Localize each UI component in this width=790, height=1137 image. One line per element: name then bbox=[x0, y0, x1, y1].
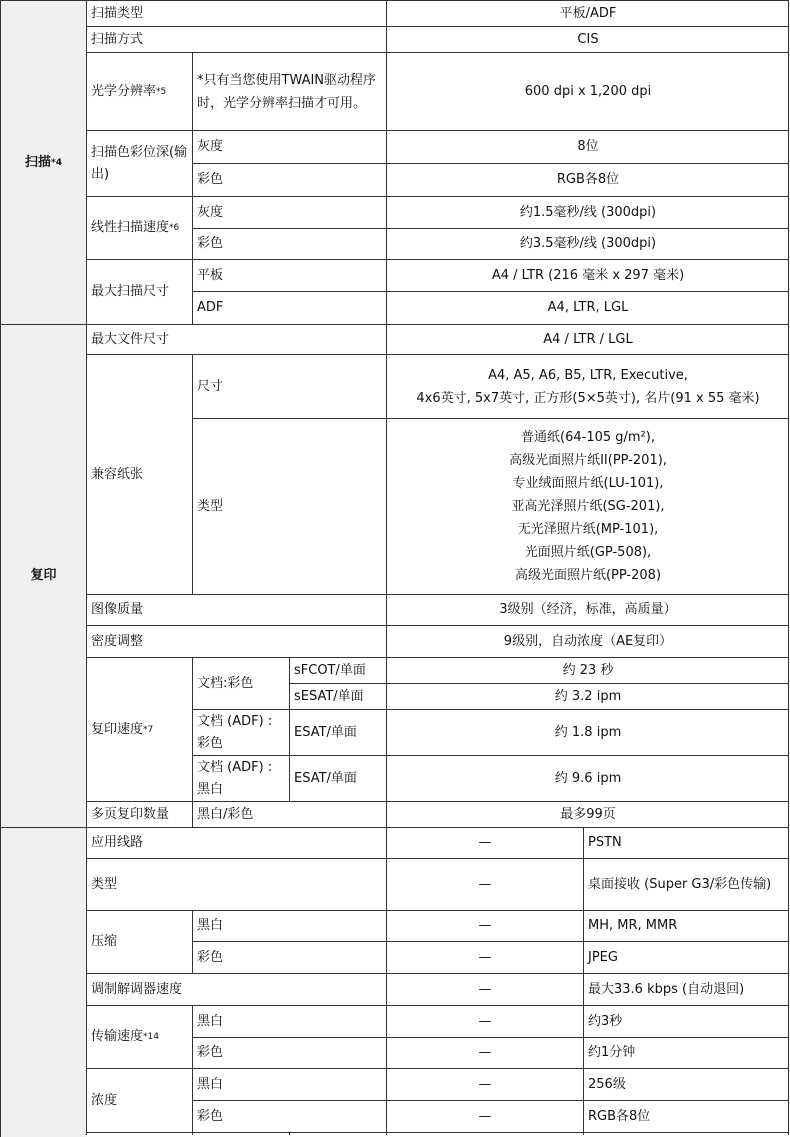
paper-size-value bbox=[386, 354, 789, 418]
scan-speed-gray-value: 约1.5毫秒/线 (300dpi) bbox=[386, 196, 789, 228]
fax-density-bw-dash: — bbox=[386, 1068, 583, 1100]
tx-speed-bw-dash: — bbox=[386, 1005, 583, 1037]
paper-size-label: 尺寸 bbox=[192, 354, 386, 418]
optical-resolution-note: *只有当您使用TWAIN驱动程序时，光学分辨率扫描才可用。 bbox=[192, 52, 386, 130]
fax-density-bw-value: 256级 bbox=[583, 1068, 789, 1100]
tx-speed-color-value: 约1分钟 bbox=[583, 1037, 789, 1068]
sfcot-label: sFCOT/单面 bbox=[289, 657, 386, 683]
adf-bw-value: 约 9.6 ipm bbox=[386, 755, 789, 801]
copy-speed-label: 复印速度 *7 bbox=[86, 657, 192, 801]
adf-color-value: 约 1.8 ipm bbox=[386, 709, 789, 755]
scan-speed-gray-label: 灰度 bbox=[192, 196, 386, 228]
optical-resolution-value: 600 dpi x 1,200 dpi bbox=[386, 52, 789, 130]
max-scan-size-label: 最大扫描尺寸 bbox=[86, 259, 192, 324]
fax-type-dash: — bbox=[386, 858, 583, 910]
tx-speed-label: 传输速度 *14 bbox=[86, 1005, 192, 1068]
max-document-size-label: 最大文件尺寸 bbox=[86, 324, 386, 354]
paper-type-item: 高级光面照片纸(PP-208) bbox=[514, 568, 662, 583]
paper-type-item: 普通纸(64-105 g/m²), bbox=[521, 430, 655, 445]
fax-compression-label: 压缩 bbox=[86, 910, 192, 973]
scan-speed-label: 线性扫描速度 *6 bbox=[86, 196, 192, 259]
modem-speed-value: 最大33.6 kbps (自动退回) bbox=[583, 973, 789, 1005]
fax-compression-color-label: 彩色 bbox=[192, 941, 386, 973]
scan-depth-label: 扫描色彩位深(输出) bbox=[86, 130, 192, 196]
fax-compression-bw-dash: — bbox=[386, 910, 583, 941]
fax-type-value: 桌面接收 (Super G3/彩色传输) bbox=[583, 858, 789, 910]
section-copy: 复印 bbox=[0, 324, 86, 827]
section-fax bbox=[0, 827, 86, 1137]
tx-speed-bw-value: 约3秒 bbox=[583, 1005, 789, 1037]
esat-bw-label: ESAT/单面 bbox=[289, 755, 386, 801]
multi-copy-mode: 黑白/彩色 bbox=[192, 801, 386, 827]
adf-bw-label: 文档 (ADF) : 黑白 bbox=[192, 755, 289, 801]
fax-compression-bw-label: 黑白 bbox=[192, 910, 386, 941]
scan-depth-color-label: 彩色 bbox=[192, 163, 386, 196]
fax-density-bw-label: 黑白 bbox=[192, 1068, 386, 1100]
adf-color-label: 文档 (ADF) : 彩色 bbox=[192, 709, 289, 755]
max-scan-size-adf-value: A4, LTR, LGL bbox=[386, 291, 789, 324]
scan-speed-color-label: 彩色 bbox=[192, 228, 386, 259]
scan-depth-gray-value: 8位 bbox=[386, 130, 789, 163]
paper-type-item: 亚高光泽照片纸(SG-201), bbox=[511, 499, 665, 514]
paper-type-label: 类型 bbox=[192, 418, 386, 594]
fax-density-color-label: 彩色 bbox=[192, 1100, 386, 1132]
fax-density-color-value: RGB各8位 bbox=[583, 1100, 789, 1132]
modem-speed-dash: — bbox=[386, 973, 583, 1005]
sfcot-value: 约 23 秒 bbox=[386, 657, 789, 683]
esat-label: ESAT/单面 bbox=[289, 709, 386, 755]
image-quality-value: 3级别（经济，标准，高质量） bbox=[386, 594, 789, 625]
tx-speed-color-label: 彩色 bbox=[192, 1037, 386, 1068]
fax-line-value: PSTN bbox=[583, 827, 789, 858]
optical-resolution-label: 光学分辨率 *5 bbox=[86, 52, 192, 130]
density-adjust-label: 密度调整 bbox=[86, 625, 386, 657]
paper-type-item: 高级光面照片纸II(PP-201), bbox=[509, 453, 667, 468]
modem-speed-label: 调制解调器速度 bbox=[86, 973, 386, 1005]
image-quality-label: 图像质量 bbox=[86, 594, 386, 625]
max-scan-size-flat-value: A4 / LTR (216 毫米 x 297 毫米) bbox=[386, 259, 789, 291]
multi-copy-label: 多页复印数量 bbox=[86, 801, 192, 827]
fax-compression-color-value: JPEG bbox=[583, 941, 789, 973]
doc-color-label: 文档:彩色 bbox=[192, 657, 289, 709]
multi-copy-value: 最多99页 bbox=[386, 801, 789, 827]
sesat-value: 约 3.2 ipm bbox=[386, 683, 789, 709]
scan-depth-color-value: RGB各8位 bbox=[386, 163, 789, 196]
section-scan-label: 扫描 bbox=[25, 154, 52, 170]
paper-type-value bbox=[386, 418, 789, 594]
fax-compression-color-dash: — bbox=[386, 941, 583, 973]
max-scan-size-adf-label: ADF bbox=[192, 291, 386, 324]
paper-type-item: 专业绒面照片纸(LU-101), bbox=[512, 476, 664, 491]
max-scan-size-flat-label: 平板 bbox=[192, 259, 386, 291]
paper-size-line: 4x6英寸, 5x7英寸, 正方形(5×5英寸), 名片(91 x 55 毫米) bbox=[416, 390, 760, 406]
tx-speed-color-dash: — bbox=[386, 1037, 583, 1068]
scan-speed-color-value: 约3.5毫秒/线 (300dpi) bbox=[386, 228, 789, 259]
fax-type-label: 类型 bbox=[86, 858, 386, 910]
sesat-label: sESAT/单面 bbox=[289, 683, 386, 709]
fax-line-dash: — bbox=[386, 827, 583, 858]
section-scan: 扫描 *4 bbox=[0, 0, 86, 324]
fax-density-color-dash: — bbox=[386, 1100, 583, 1132]
scan-method-label: 扫描方式 bbox=[86, 26, 386, 52]
max-document-size-value: A4 / LTR / LGL bbox=[386, 324, 789, 354]
fax-density-label: 浓度 bbox=[86, 1068, 192, 1132]
paper-size-line: A4, A5, A6, B5, LTR, Executive, bbox=[488, 367, 688, 383]
paper-type-item: 无光泽照片纸(MP-101), bbox=[517, 522, 659, 537]
compatible-paper-label: 兼容纸张 bbox=[86, 354, 192, 594]
scan-type-label: 扫描类型 bbox=[86, 0, 386, 26]
fax-line-label: 应用线路 bbox=[86, 827, 386, 858]
fax-compression-bw-value: MH, MR, MMR bbox=[583, 910, 789, 941]
scan-method-value: CIS bbox=[386, 26, 789, 52]
density-adjust-value: 9级别，自动浓度（AE复印） bbox=[386, 625, 789, 657]
scan-type-value: 平板/ADF bbox=[386, 0, 789, 26]
paper-type-item: 光面照片纸(GP-508), bbox=[524, 545, 652, 560]
scan-depth-gray-label: 灰度 bbox=[192, 130, 386, 163]
tx-speed-bw-label: 黑白 bbox=[192, 1005, 386, 1037]
